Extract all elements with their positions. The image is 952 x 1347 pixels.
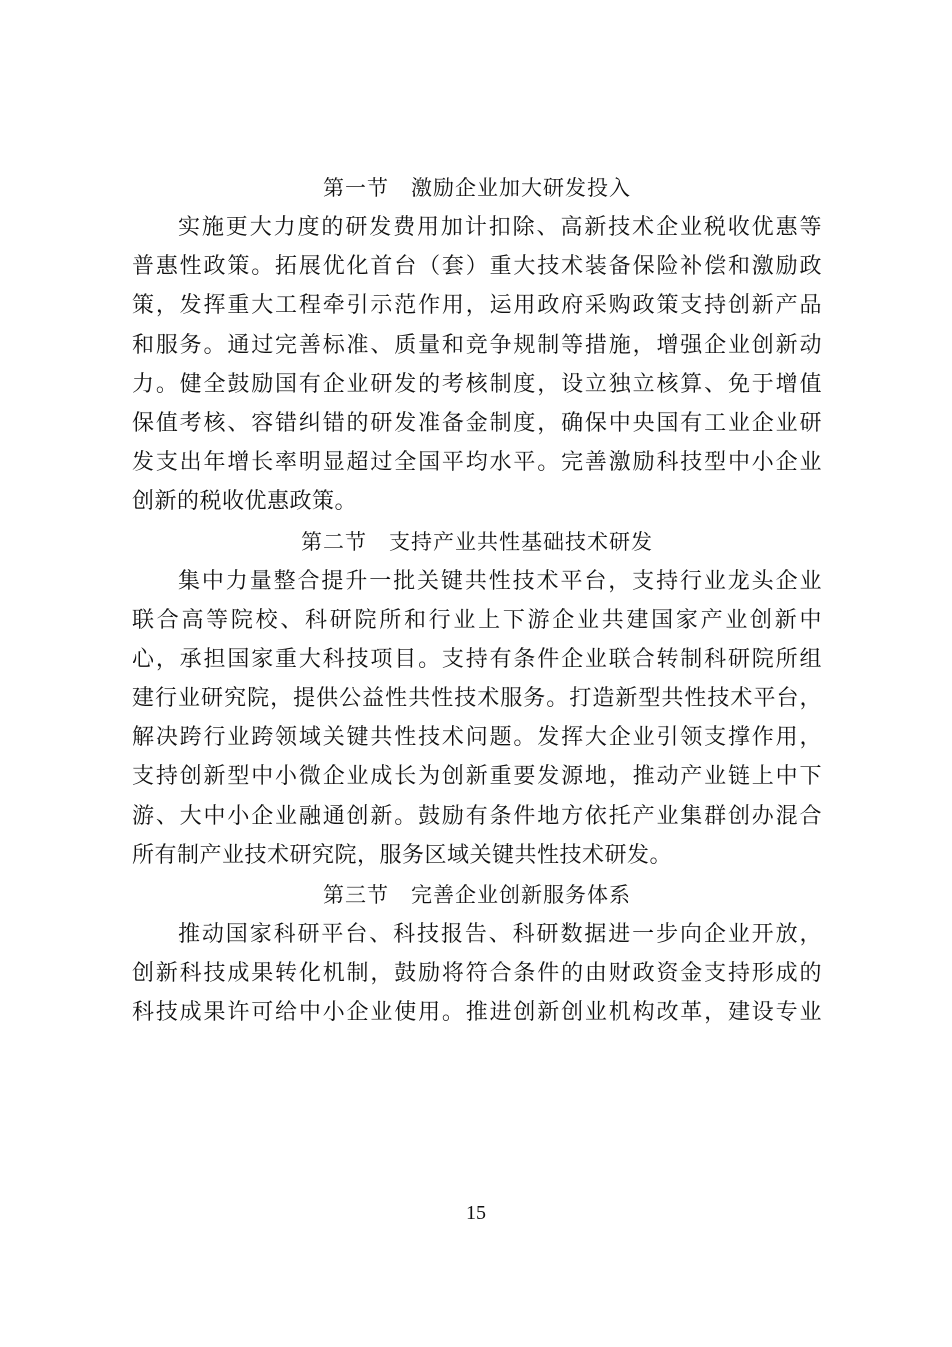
text-line: 集中力量整合提升一批关键共性技术平台，支持行业龙头企业	[178, 568, 822, 594]
text-line: 建行业研究院，提供公益性共性技术服务。打造新型共性技术平台，	[132, 686, 822, 712]
section-title-2: 第二节 支持产业共性基础技术研发	[301, 529, 653, 554]
text-line: 联合高等院校、科研院所和行业上下游企业共建国家产业创新中	[132, 607, 822, 633]
section-2-paragraph	[132, 562, 822, 876]
text-line: 保值考核、容错纠错的研发准备金制度，确保中央国有工业企业研	[132, 410, 822, 436]
text-line: 创新的税收优惠政策。	[132, 489, 358, 515]
text-line: 发支出年增长率明显超过全国平均水平。完善激励科技型中小企业	[132, 450, 822, 476]
text-line: 策，发挥重大工程牵引示范作用，运用政府采购政策支持创新产品	[132, 293, 822, 319]
text-line: 力。健全鼓励国有企业研发的考核制度，设立独立核算、免于增值	[132, 371, 822, 397]
text-line: 心，承担国家重大科技项目。支持有条件企业联合转制科研院所组	[132, 646, 822, 672]
text-line: 实施更大力度的研发费用加计扣除、高新技术企业税收优惠等	[178, 215, 822, 240]
section-title-1: 第一节 激励企业加大研发投入	[323, 176, 631, 200]
text-line: 科技成果许可给中小企业使用。推进创新创业机构改革，建设专业	[132, 1000, 822, 1026]
text-line: 和服务。通过完善标准、质量和竞争规制等措施，增强企业创新动	[132, 332, 822, 358]
text-line: 推动国家科研平台、科技报告、科研数据进一步向企业开放，	[178, 922, 822, 947]
text-line: 支持创新型中小微企业成长为创新重要发源地，推动产业链上中下	[132, 764, 822, 790]
text-line: 解决跨行业跨领域关键共性技术问题。发挥大企业引领支撑作用，	[132, 725, 822, 751]
document-body	[132, 168, 822, 1033]
page-number: 15	[466, 1202, 486, 1224]
text-line: 游、大中小企业融通创新。鼓励有条件地方依托产业集群创办混合	[132, 803, 822, 829]
section-title-3: 第三节 完善企业创新服务体系	[323, 883, 631, 907]
section-3-paragraph	[132, 915, 822, 1033]
text-line: 所有制产业技术研究院，服务区域关键共性技术研发。	[132, 842, 673, 868]
text-line: 创新科技成果转化机制，鼓励将符合条件的由财政资金支持形成的	[132, 961, 822, 987]
section-1-paragraph	[132, 208, 822, 522]
text-line: 普惠性政策。拓展优化首台（套）重大技术装备保险补偿和激励政	[132, 254, 822, 280]
